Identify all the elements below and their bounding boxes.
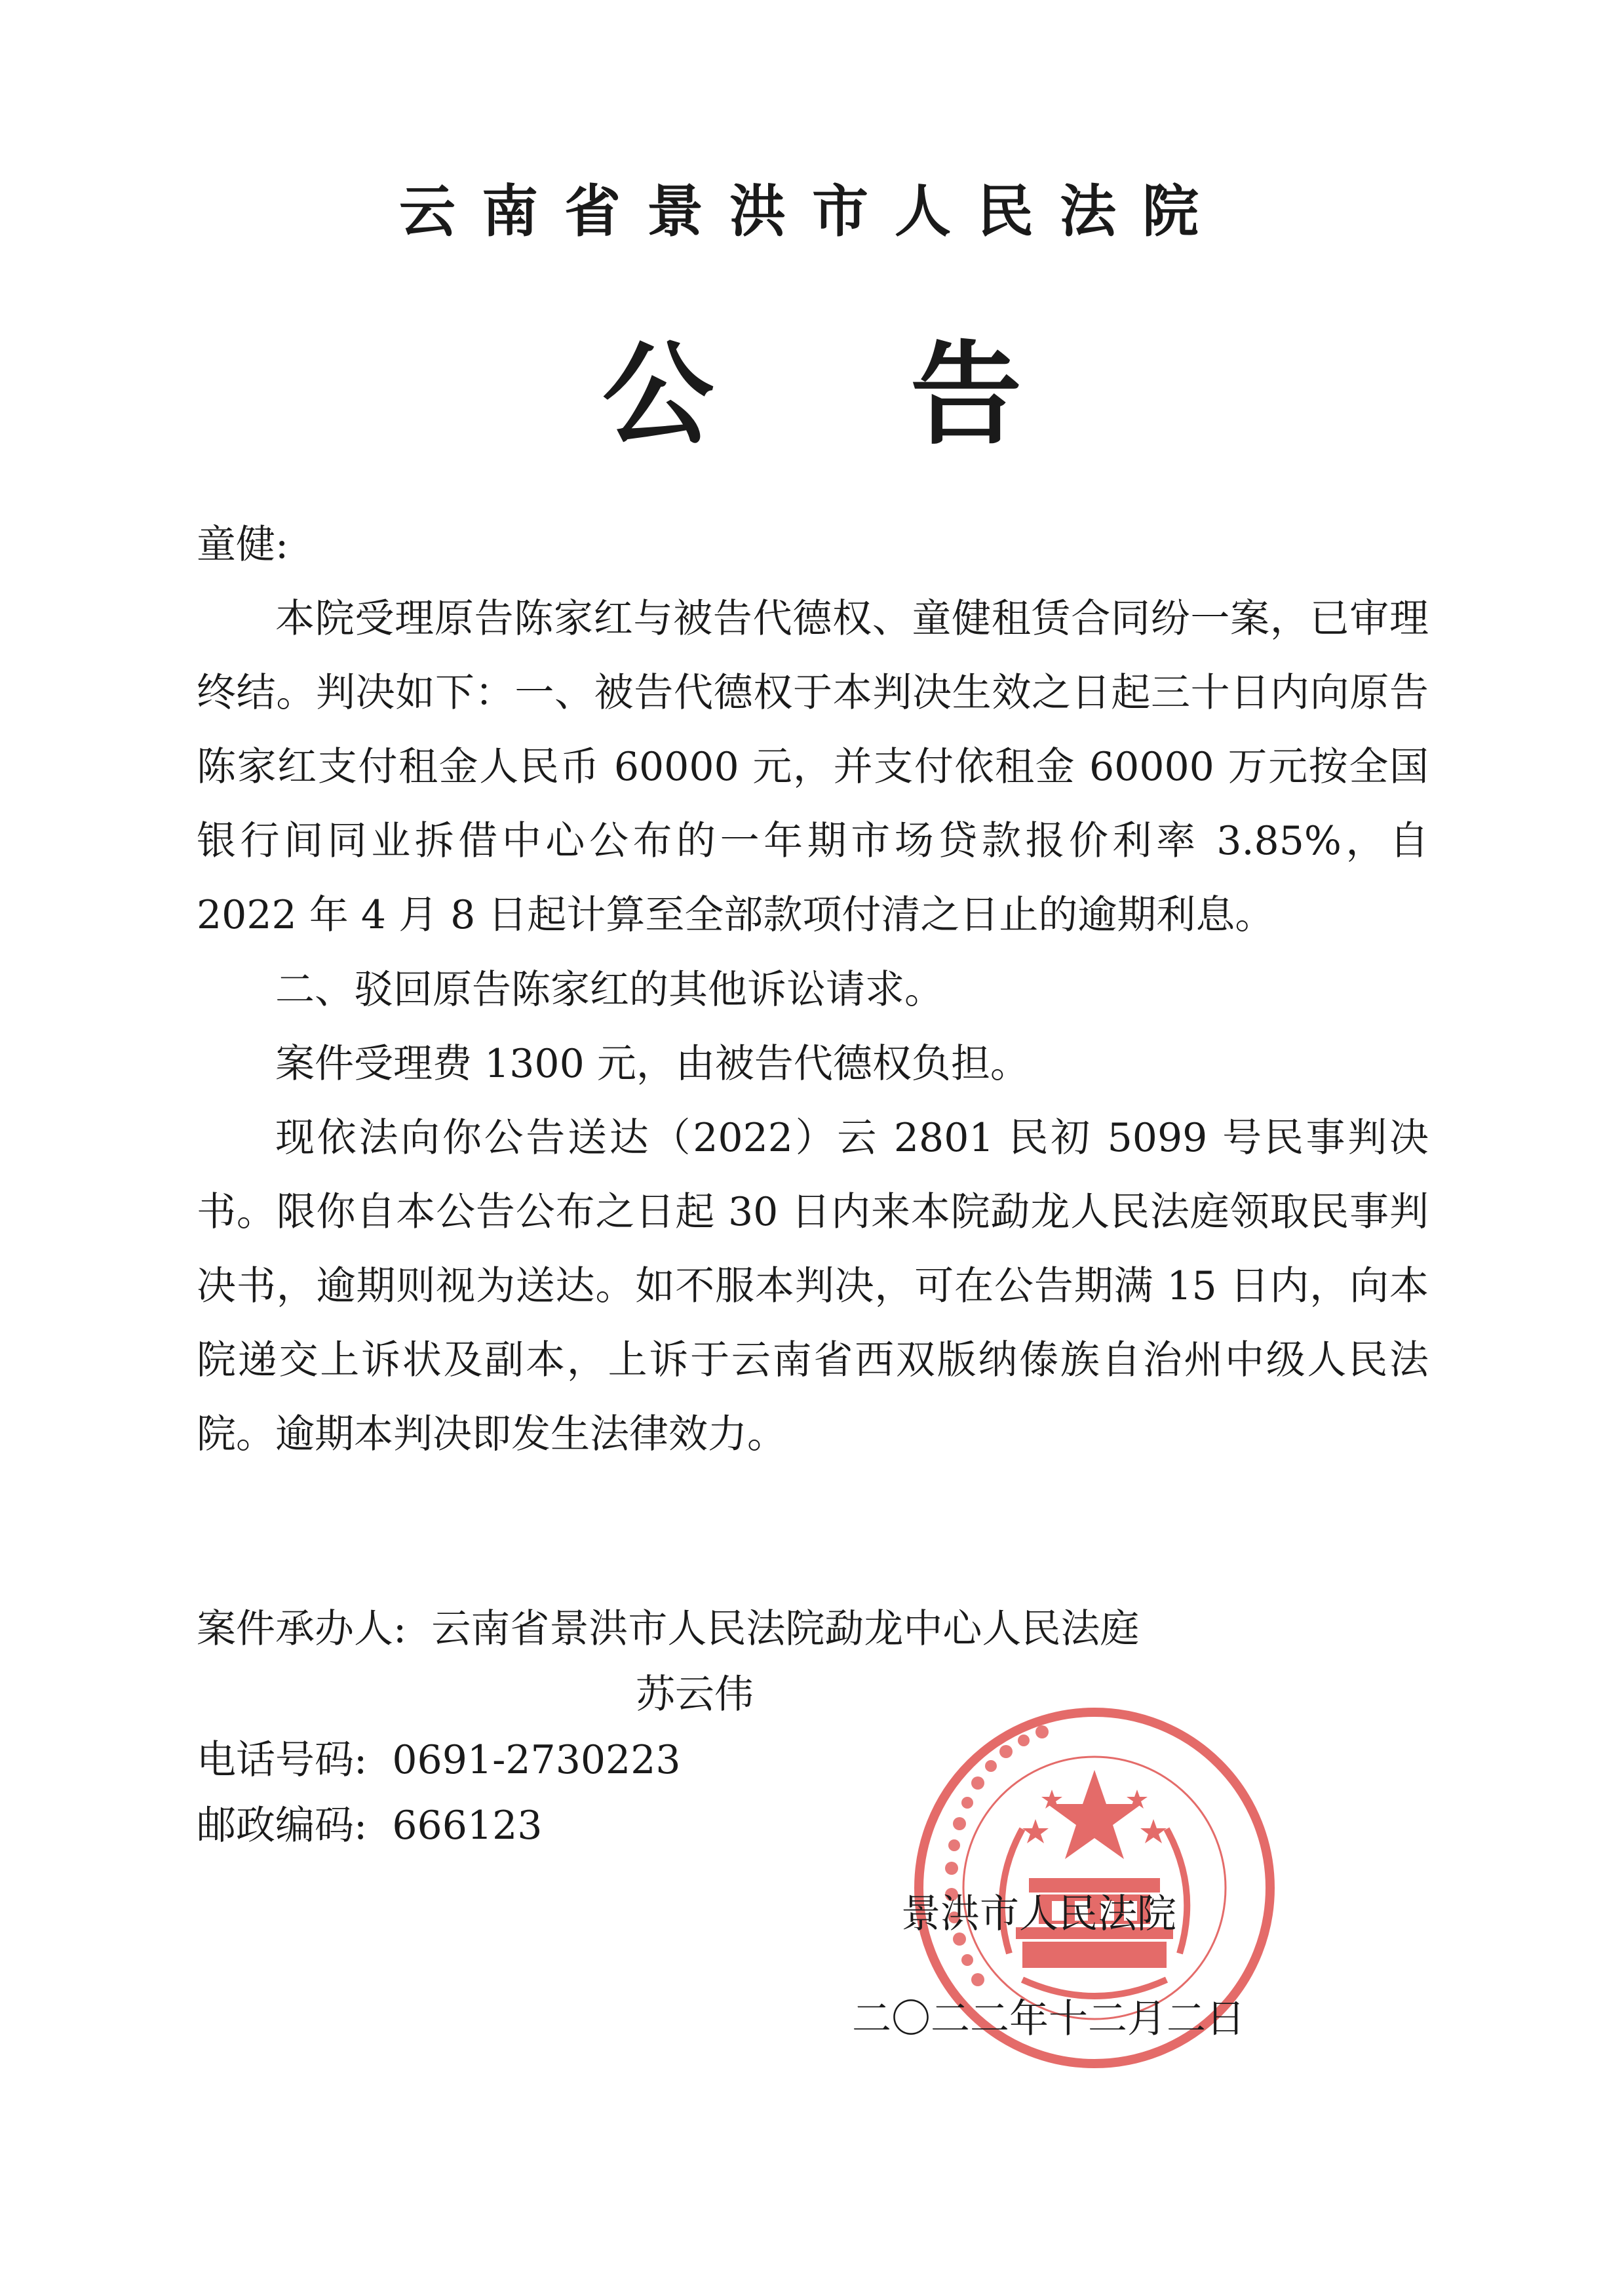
phone-line: [197, 1727, 681, 1793]
paragraph-fee: 案件受理费 1300 元，由被告代德权负担。: [275, 1041, 1030, 1087]
paragraph-service: 现依法向你公告送达（2022）云 2801 民初 5099 号民事判决书。限你自本公告公布之日起 30 日内来本院勐龙人民法庭领取民事判决书，逾期则视为送达。如不服本判决，可在公告期满 15 日内，向本院递交上诉状及副本，上诉于云南省西双版纳傣族自治州中级人民法院。逾期本判决即发生法律效力。: [197, 1115, 1429, 1457]
notice-title-part2: 告: [910, 329, 1022, 460]
notice-title: [0, 329, 1624, 460]
salutation: 童健:: [197, 522, 289, 568]
handler-name: 苏云伟: [636, 1672, 754, 1717]
signature-court: 景洪市人民法院: [901, 1891, 1176, 1937]
paragraph-judgment: 本院受理原告陈家红与被告代德权、童健租赁合同纷一案，已审理终结。判决如下：一、被告代德权于本判决生效之日起三十日内向原告陈家红支付租金人民币 60000 元，并支付依租金 60000 万元按全国银行间同业拆借中心公布的一年期市场贷款报价利率 3.85%，自 2022 年 4 月 8 日起计算至全部款项付清之日止的逾期利息。: [197, 596, 1429, 938]
postal-code: 666123: [392, 1803, 543, 1849]
postal-label: 邮政编码:: [197, 1803, 368, 1849]
postal-line: [197, 1793, 542, 1858]
handler-org: 云南省景洪市人民法院勐龙中心人民法庭: [431, 1606, 1140, 1652]
phone-number: 0691-2730223: [392, 1737, 681, 1783]
court-name: 云南省景洪市人民法院: [399, 178, 1225, 245]
notice-title-part1: 公: [602, 329, 714, 460]
paragraph-dismissal: 二、驳回原告陈家红的其他诉讼请求。: [275, 967, 944, 1013]
phone-label: 电话号码:: [197, 1737, 368, 1783]
signature-date: 二〇二二年十二月二日: [852, 1996, 1245, 2042]
case-handler-line: [197, 1596, 1139, 1662]
handler-label: 案件承办人:: [197, 1606, 407, 1652]
